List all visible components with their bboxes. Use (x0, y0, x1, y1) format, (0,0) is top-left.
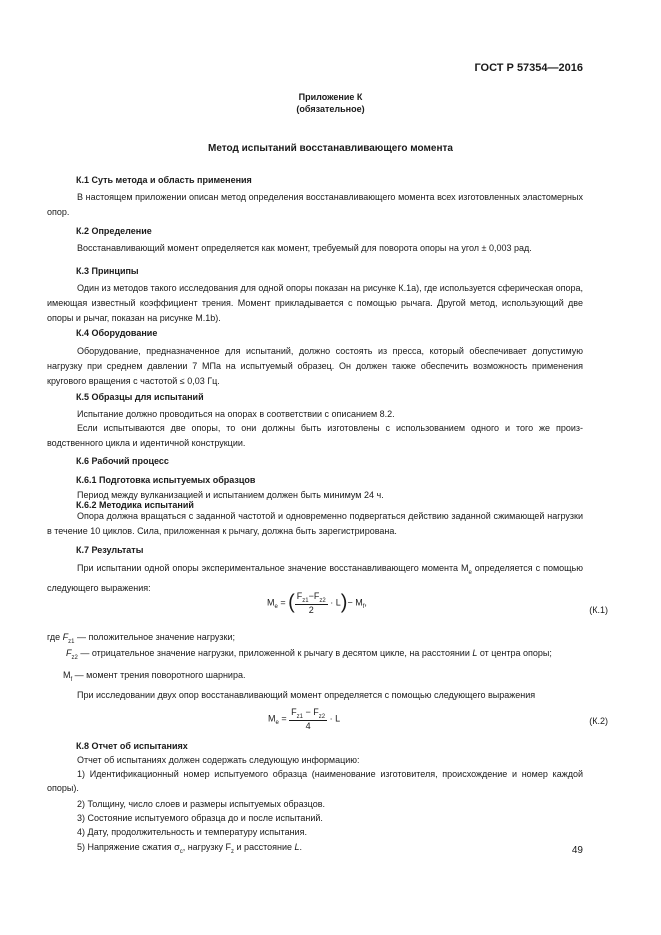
formula-number-k2: (К.2) (589, 716, 608, 726)
section-heading-k2: К.2 Определение (76, 226, 152, 236)
annex-subtitle: (обязательное) (296, 104, 365, 114)
main-title: Метод испытаний восстанавливающего момента (208, 143, 453, 154)
section-heading-k5: К.5 Образцы для испытаний (76, 392, 204, 402)
report-item-2: 2) Толщину, число слоев и размеры испытуемых образцов. (77, 799, 326, 809)
formula-number-k1: (К.1) (589, 605, 608, 615)
report-item-5: 5) Напряжение сжатия $\sigma_c$, нагрузку $F_z$ и расстояние L. (77, 842, 303, 855)
formula-k2: $M_e$ = $\frac{F_{z1} - F_{z2}}{4}$ · L (268, 707, 341, 731)
report-item-4: 4) Дату, продолжительность и температуру испытания. (77, 827, 307, 837)
section-heading-k8: К.8 Отчет об испытаниях (76, 741, 188, 751)
section-heading-k3: К.3 Принципы (76, 266, 139, 276)
section-heading-k4: К.4 Оборудование (76, 328, 158, 338)
section-heading-k7: К.7 Результаты (76, 545, 144, 555)
section-text-k3: Один из методов такого исследования для одной опоры показан на рисунке К.1а), где используется сферическая опора, имеющая известный коэффициент трения. Момент прикладывается с помощью рычага. Другой метод, использующий две опоры и рычаг, показан на рисунке М.1b). (47, 283, 583, 323)
section-text-k7-intro: При испытании одной опоры экспериментальное значение восстанавливающего момента $M_e$ определяется с помощью следующего выражения: (47, 563, 584, 593)
section-text-k7-two-bearings: При исследовании двух опор восстанавливающий момент определяется с помощью следующего выражения (77, 690, 536, 700)
report-item-3: 3) Состояние испытуемого образца до и после испытаний. (77, 813, 323, 823)
subsection-heading-k6-1: К.6.1 Подготовка испытуемых образцов (76, 475, 256, 485)
page-number: 49 (571, 845, 583, 856)
section-text-k2: Восстанавливающий момент определяется как момент, требуемый для поворота опоры на угол ± 0,003 рад. (77, 243, 532, 253)
formula-k1: $M_e$ = ( $\frac{F_{z1}-F_{z2}}{2}$ · $L)- M_f$, (267, 591, 367, 615)
section-text-k1: В настоящем приложении описан метод определения восстанавливающего момента всех изготовленных эластомерных опор. (47, 192, 583, 217)
section-heading-k1: К.1 Суть метода и область применения (76, 175, 252, 185)
report-item-1: 1) Идентификационный номер испытуемого образца (наименование изготовителя, происхождение и номер каждой опоры). (47, 769, 583, 793)
section-text-k5-2: Если испытываются две опоры, то они должны быть изготовлены с использованием одного и того же производственного цикла и идентичной конструкции. (47, 423, 583, 448)
where-mf: $M_f$ — момент трения поворотного шарнира. (63, 670, 246, 683)
section-text-k4: Оборудование, предназначенное для испытаний, должно состоять из пресса, который обеспечивает допустимую нагрузку при среднем давлении 7 МПа на испытуемый образец. Он должен также обеспечить возможность применения кругового вращения с частотой ≤ 0,03 Гц. (47, 346, 583, 386)
section-text-k8-intro: Отчет об испытаниях должен содержать следующую информацию: (77, 755, 360, 765)
where-fz2: $F_{z2}$ — отрицательное значение нагрузки, приложенной к рычагу в десятом цикле, на расстоянии L от центра опоры; (66, 648, 552, 661)
where-fz1: где $F_{z1}$ — положительное значение нагрузки; (47, 632, 235, 645)
section-text-k5-1: Испытание должно проводиться на опорах в соответствии с описанием 8.2. (77, 409, 395, 419)
subsection-text-k6-1: Период между вулканизацией и испытанием должен быть минимум 24 ч. (77, 490, 384, 500)
annex-title: Приложение К (298, 92, 363, 102)
subsection-text-k6-2: Опора должна вращаться с заданной частотой и одновременно подвергаться действию заданной сжимающей нагрузки в течение 10 циклов. Сила, приложенная к рычагу, должна быть зарегистрирована. (47, 511, 583, 536)
document-id: ГОСТ Р 57354—2016 (474, 62, 583, 74)
subsection-heading-k6-2: К.6.2 Методика испытаний (76, 500, 194, 510)
section-heading-k6: К.6 Рабочий процесс (76, 456, 169, 466)
